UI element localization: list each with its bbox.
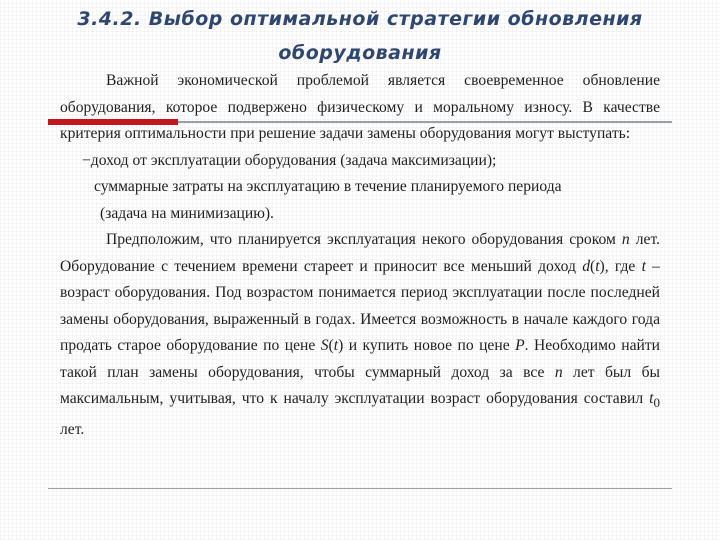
text-run: . Необходимо найти такой план замены оборудования, чтобы суммарный доход за все xyxy=(60,337,660,381)
text-run: лет. Оборудование с течением времени стареет и приносит все меньший доход xyxy=(60,231,660,275)
criterion-item-costs-continuation: (задача на минимизацию). xyxy=(100,204,274,222)
math-variable: n xyxy=(554,363,563,381)
text-run: – возраст оборудования. Под возрастом понимается период эксплуатации после последней замены оборудования, выраженный в годах. Имеется возможность в начале каждого года продать старое оборудование по цене xyxy=(60,257,660,354)
intro-paragraph: Важной экономической проблемой является своевременное обновление оборудования, которое подвержено физическому и моральному износу. В качестве критерия оптимальности при решение задачи замены оборудования могут выступать: xyxy=(60,72,660,142)
criterion-item-income: −доход от эксплуатации оборудования (задача максимизации); xyxy=(82,151,497,169)
math-variable: n xyxy=(621,231,630,248)
text-run: Предположим, что планируется эксплуатация некого оборудования сроком xyxy=(106,231,622,248)
math-variable: S xyxy=(320,337,329,354)
text-run: лет. xyxy=(60,420,85,438)
slide-body xyxy=(60,68,660,443)
text-run: лет был бы максимальным, учитывая, что к началу эксплуатации возраст оборудования составил xyxy=(60,363,660,407)
text-run: ) и купить новое по цене xyxy=(338,337,516,354)
math-variable: t xyxy=(595,257,600,275)
math-variable: P xyxy=(515,337,525,354)
math-variable: t xyxy=(641,257,646,275)
math-variable: d xyxy=(582,257,590,275)
math-subscript: 0 xyxy=(653,395,660,411)
math-variable: t xyxy=(333,337,339,354)
bottom-divider-line xyxy=(48,488,672,489)
math-variable: t xyxy=(649,390,654,407)
criterion-item-costs: суммарные затраты на эксплуатацию в течение планируемого периода xyxy=(94,178,562,195)
text-run: ), где xyxy=(599,257,642,275)
slide-title: 3.4.2. Выбор оптимальной стратегии обновления xyxy=(77,8,643,30)
slide-title-continuation: оборудования xyxy=(278,42,442,64)
text-run: ( xyxy=(328,337,334,354)
text-run: ( xyxy=(589,257,596,275)
problem-statement-paragraph xyxy=(60,227,660,443)
